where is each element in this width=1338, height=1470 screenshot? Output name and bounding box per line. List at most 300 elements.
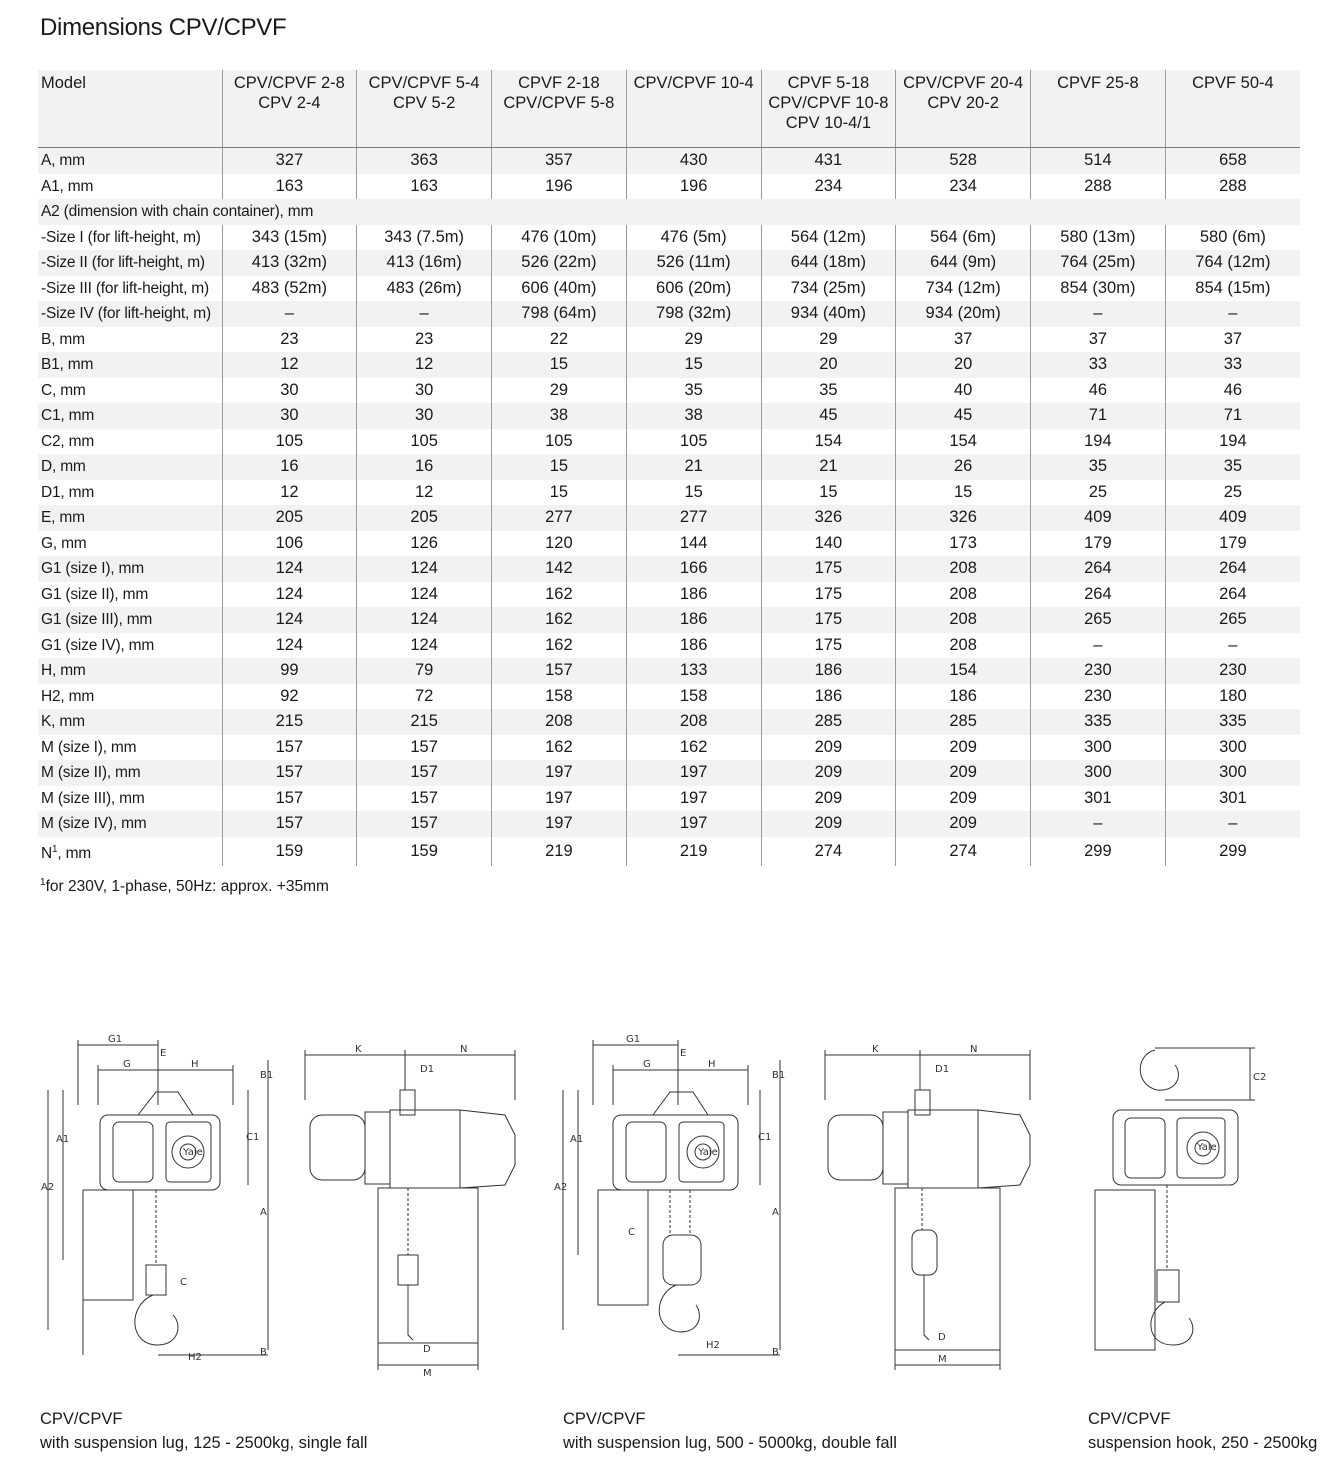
dim-label-d1-2: D1 [935, 1064, 950, 1075]
table-row [38, 505, 1300, 531]
row-label [38, 684, 222, 710]
dim-label-b-2: B [772, 1347, 779, 1358]
row-label-text: A, mm [41, 152, 85, 170]
table-cell: 528 [896, 148, 1031, 174]
table-cell: 20 [896, 352, 1031, 378]
table-cell: 133 [626, 658, 761, 684]
row-label [38, 352, 222, 378]
row-label [38, 454, 222, 480]
dim-label-a2: A2 [41, 1182, 55, 1193]
table-cell: 476 (10m) [492, 225, 627, 251]
table-cell: 157 [357, 760, 492, 786]
row-label-text: M (size III), mm [41, 789, 145, 807]
table-cell: 71 [1031, 403, 1166, 429]
table-cell: 124 [222, 633, 357, 659]
table-cell: 92 [222, 684, 357, 710]
row-label [38, 607, 222, 633]
row-label [38, 480, 222, 506]
table-cell: 162 [492, 607, 627, 633]
table-row [38, 556, 1300, 582]
table-cell: 564 (6m) [896, 225, 1031, 251]
table-cell: 175 [761, 633, 896, 659]
table-row [38, 837, 1300, 866]
table-cell: 33 [1165, 352, 1300, 378]
dim-label-n-2: N [970, 1044, 978, 1055]
dim-label-b: B [260, 1347, 267, 1358]
row-label [38, 735, 222, 761]
table-row [38, 352, 1300, 378]
table-cell: – [1165, 301, 1300, 327]
table-row [38, 327, 1300, 353]
table-cell: 854 (15m) [1165, 276, 1300, 302]
table-cell: 431 [761, 148, 896, 174]
table-cell: 209 [896, 735, 1031, 761]
table-cell: 764 (25m) [1031, 250, 1166, 276]
table-cell: 158 [492, 684, 627, 710]
row-label [38, 556, 222, 582]
dim-label-h: H [191, 1059, 199, 1070]
dim-label-g: G [123, 1059, 131, 1070]
table-cell: 274 [896, 837, 1031, 866]
table-cell: 209 [896, 760, 1031, 786]
table-cell: 173 [896, 531, 1031, 557]
column-header-line: CPV/CPVF 2-8 [233, 74, 345, 92]
footnote [40, 877, 329, 896]
drawing-suspension-hook-front [1085, 1040, 1265, 1360]
row-label [38, 148, 222, 174]
table-cell: 30 [222, 403, 357, 429]
table-cell: 734 (12m) [896, 276, 1031, 302]
table-cell: 326 [896, 505, 1031, 531]
table-cell: 186 [626, 633, 761, 659]
table-cell: 363 [357, 148, 492, 174]
dim-label-k: K [355, 1044, 362, 1055]
row-label-text: G, mm [41, 534, 87, 552]
table-cell: 35 [761, 378, 896, 404]
table-cell: 197 [492, 760, 627, 786]
table-cell: 264 [1031, 556, 1166, 582]
table-cell: 854 (30m) [1031, 276, 1166, 302]
table-cell: 299 [1165, 837, 1300, 866]
table-cell: 197 [492, 786, 627, 812]
table-cell: 300 [1031, 735, 1166, 761]
table-cell: 606 (40m) [492, 276, 627, 302]
table-cell: 162 [492, 582, 627, 608]
page-title: Dimensions CPV/CPVF [40, 14, 287, 41]
table-cell: 343 (15m) [222, 225, 357, 251]
table-row [38, 582, 1300, 608]
table-cell: 46 [1165, 378, 1300, 404]
table-cell: 23 [357, 327, 492, 353]
dim-label-k-2: K [872, 1044, 879, 1055]
table-cell: 764 (12m) [1165, 250, 1300, 276]
table-cell: 16 [357, 454, 492, 480]
table-cell: 186 [761, 658, 896, 684]
column-header-4 [626, 70, 761, 148]
table-cell: 30 [222, 378, 357, 404]
table-cell: – [1031, 811, 1166, 837]
row-label-text: G1 (size I), mm [41, 560, 144, 578]
row-label-text: E, mm [41, 509, 85, 527]
table-cell: 124 [357, 556, 492, 582]
column-header-7 [1031, 70, 1166, 148]
table-row [38, 709, 1300, 735]
table-cell: 38 [626, 403, 761, 429]
table-cell: 409 [1031, 505, 1166, 531]
table-cell: 265 [1165, 607, 1300, 633]
column-header-line: CPV/CPVF 5-8 [503, 94, 615, 112]
table-cell: 162 [492, 633, 627, 659]
table-cell: 157 [357, 735, 492, 761]
table-cell: 162 [492, 735, 627, 761]
table-header-row [38, 70, 1300, 148]
table-row [38, 199, 1300, 225]
table-cell: 21 [626, 454, 761, 480]
table-cell: 186 [896, 684, 1031, 710]
table-cell: – [1165, 633, 1300, 659]
table-cell: 29 [626, 327, 761, 353]
table-cell: 46 [1031, 378, 1166, 404]
column-header-model: Model [38, 70, 222, 148]
caption-title: CPV/CPVF [563, 1410, 646, 1428]
column-header-1 [222, 70, 357, 148]
table-cell: 157 [222, 811, 357, 837]
table-cell: 144 [626, 531, 761, 557]
drawing-single-fall-side [300, 1040, 530, 1380]
column-header-3 [492, 70, 627, 148]
column-header-line: CPV/CPVF 5-4 [368, 74, 480, 92]
row-label [38, 811, 222, 837]
table-cell: 12 [222, 352, 357, 378]
dim-label-a1: A1 [56, 1134, 70, 1145]
row-label-text: M (size IV), mm [41, 815, 147, 833]
table-row [38, 301, 1300, 327]
caption-suspension-hook [1088, 1407, 1317, 1455]
column-header-6 [896, 70, 1031, 148]
row-label-text: -Size III (for lift-height, m) [41, 279, 209, 297]
table-cell: 300 [1165, 760, 1300, 786]
brand-logo-3: Yale [1197, 1142, 1217, 1153]
table-cell: 300 [1165, 735, 1300, 761]
dim-label-c1-2: C1 [758, 1132, 772, 1143]
dim-label-g-2: G [643, 1059, 651, 1070]
row-label-text: B, mm [41, 330, 85, 348]
table-cell: 265 [1031, 607, 1166, 633]
brand-logo-2: Yale [698, 1147, 718, 1158]
dim-label-g1: G1 [108, 1034, 123, 1045]
table-cell: 430 [626, 148, 761, 174]
row-label-text: M (size II), mm [41, 764, 141, 782]
table-cell: 15 [626, 352, 761, 378]
dim-label-c1: C1 [246, 1132, 260, 1143]
table-cell: 157 [357, 786, 492, 812]
table-cell: 40 [896, 378, 1031, 404]
table-cell: 580 (13m) [1031, 225, 1166, 251]
row-label [38, 199, 1300, 225]
table-cell: 197 [626, 760, 761, 786]
table-cell: 15 [761, 480, 896, 506]
table-row [38, 607, 1300, 633]
table-cell: 154 [896, 429, 1031, 455]
row-label-text: G1 (size III), mm [41, 611, 153, 629]
table-cell: 234 [761, 174, 896, 200]
table-row [38, 531, 1300, 557]
table-cell: 658 [1165, 148, 1300, 174]
row-label [38, 378, 222, 404]
table-cell: 300 [1031, 760, 1166, 786]
table-row [38, 403, 1300, 429]
row-label [38, 301, 222, 327]
dim-label-b1: B1 [260, 1070, 274, 1081]
table-cell: 194 [1165, 429, 1300, 455]
table-cell: 45 [896, 403, 1031, 429]
table-cell: 209 [761, 735, 896, 761]
table-cell: 644 (18m) [761, 250, 896, 276]
table-cell: 606 (20m) [626, 276, 761, 302]
table-row [38, 633, 1300, 659]
dim-label-c: C [180, 1277, 187, 1288]
table-cell: 234 [896, 174, 1031, 200]
table-cell: 205 [222, 505, 357, 531]
table-cell: 264 [1031, 582, 1166, 608]
table-cell: 274 [761, 837, 896, 866]
table-cell: 514 [1031, 148, 1166, 174]
row-label-text: D1, mm [41, 483, 95, 501]
table-cell: 219 [492, 837, 627, 866]
table-cell: 105 [492, 429, 627, 455]
table-cell: 166 [626, 556, 761, 582]
table-row [38, 760, 1300, 786]
table-cell: 157 [222, 735, 357, 761]
table-cell: 159 [222, 837, 357, 866]
table-cell: 335 [1165, 709, 1300, 735]
dim-label-e: E [160, 1048, 167, 1059]
table-row [38, 658, 1300, 684]
table-cell: 175 [761, 556, 896, 582]
table-cell: 38 [492, 403, 627, 429]
table-cell: 12 [357, 480, 492, 506]
column-header-5 [761, 70, 896, 148]
table-row [38, 480, 1300, 506]
column-header-line: CPV 5-2 [392, 94, 456, 112]
table-cell: 15 [492, 480, 627, 506]
column-header-line: CPV 20-2 [927, 94, 999, 112]
dim-label-a: A [260, 1207, 267, 1218]
table-cell: 208 [896, 607, 1031, 633]
table-cell: 196 [626, 174, 761, 200]
row-label-text: G1 (size IV), mm [41, 636, 155, 654]
table-cell: 120 [492, 531, 627, 557]
table-cell: 209 [761, 811, 896, 837]
column-header-line: CPVF 50-4 [1192, 74, 1274, 92]
table-cell: 71 [1165, 403, 1300, 429]
row-label [38, 276, 222, 302]
table-cell: 413 (16m) [357, 250, 492, 276]
row-label [38, 786, 222, 812]
column-header-line: CPVF 25-8 [1057, 74, 1139, 92]
row-label-text: -Size II (for lift-height, m) [41, 254, 205, 272]
table-cell: 163 [222, 174, 357, 200]
table-cell: 159 [357, 837, 492, 866]
table-cell: 126 [357, 531, 492, 557]
row-label-text: C, mm [41, 381, 86, 399]
table-cell: 20 [761, 352, 896, 378]
table-cell: 230 [1165, 658, 1300, 684]
column-header-line: CPV 10-4/1 [785, 114, 872, 132]
row-label-text: M (size I), mm [41, 738, 137, 756]
table-cell: 327 [222, 148, 357, 174]
table-cell: 105 [222, 429, 357, 455]
table-cell: 140 [761, 531, 896, 557]
column-header-8 [1165, 70, 1300, 148]
table-cell: 106 [222, 531, 357, 557]
table-cell: – [357, 301, 492, 327]
table-cell: 301 [1031, 786, 1166, 812]
dim-label-d: D [423, 1344, 431, 1355]
table-cell: 277 [626, 505, 761, 531]
table-cell: 142 [492, 556, 627, 582]
footnote-marker: 1 [52, 843, 58, 855]
row-label-suffix: , mm [57, 844, 92, 862]
column-header-line: CPV 2-4 [258, 94, 321, 112]
table-cell: 35 [626, 378, 761, 404]
footnote-mark: 1 [40, 877, 46, 888]
row-label [38, 225, 222, 251]
table-cell: 124 [357, 633, 492, 659]
row-label-text: C1, mm [41, 407, 95, 425]
table-cell: 124 [222, 582, 357, 608]
table-cell: 196 [492, 174, 627, 200]
table-cell: 23 [222, 327, 357, 353]
brand-logo: Yale [183, 1147, 203, 1158]
row-label [38, 837, 222, 866]
table-cell: 186 [626, 582, 761, 608]
caption-single-fall [40, 1407, 367, 1455]
table-body [38, 148, 1300, 866]
row-label-text: D, mm [41, 458, 86, 476]
table-cell: 197 [626, 811, 761, 837]
table-cell: 15 [896, 480, 1031, 506]
dim-label-d1: D1 [420, 1064, 435, 1075]
dim-label-a1-2: A1 [570, 1134, 584, 1145]
table-row [38, 276, 1300, 302]
dim-label-e-2: E [680, 1048, 687, 1059]
row-label [38, 174, 222, 200]
column-header-line: CPVF 5-18 [787, 74, 870, 92]
table-cell: 163 [357, 174, 492, 200]
table-cell: 12 [222, 480, 357, 506]
table-cell: 37 [896, 327, 1031, 353]
column-header-line: CPV/CPVF 10-8 [768, 94, 889, 112]
table-cell: 33 [1031, 352, 1166, 378]
dimensions-table [38, 70, 1300, 866]
dim-label-h-2: H [708, 1059, 716, 1070]
table-cell: 285 [761, 709, 896, 735]
table-cell: 288 [1165, 174, 1300, 200]
dim-label-c2: C2 [1253, 1072, 1267, 1083]
table-cell: 175 [761, 607, 896, 633]
table-cell: – [222, 301, 357, 327]
row-label [38, 633, 222, 659]
row-label-text: C2, mm [41, 432, 95, 450]
row-label [38, 403, 222, 429]
table-cell: 186 [761, 684, 896, 710]
table-cell: 186 [626, 607, 761, 633]
table-row [38, 429, 1300, 455]
table-cell: 35 [1165, 454, 1300, 480]
row-label-text: N [41, 844, 52, 862]
caption-description: with suspension lug, 125 - 2500kg, single fall [40, 1434, 368, 1452]
table-cell: 25 [1165, 480, 1300, 506]
table-cell: 162 [626, 735, 761, 761]
drawing-double-fall-front [548, 1030, 788, 1370]
table-cell: 301 [1165, 786, 1300, 812]
table-cell: 26 [896, 454, 1031, 480]
table-cell: 29 [492, 378, 627, 404]
column-header-2 [357, 70, 492, 148]
table-cell: 194 [1031, 429, 1166, 455]
dim-label-m-2: M [938, 1354, 947, 1365]
table-cell: 299 [1031, 837, 1166, 866]
table-row [38, 786, 1300, 812]
table-row [38, 225, 1300, 251]
row-label-text: B1, mm [41, 356, 94, 374]
table-cell: 124 [357, 607, 492, 633]
table-row [38, 811, 1300, 837]
caption-description: suspension hook, 250 - 2500kg [1088, 1434, 1318, 1452]
row-label [38, 505, 222, 531]
table-row [38, 250, 1300, 276]
table-cell: 99 [222, 658, 357, 684]
drawing-single-fall-front [38, 1030, 278, 1370]
table-cell: 230 [1031, 658, 1166, 684]
table-row [38, 735, 1300, 761]
row-label [38, 582, 222, 608]
table-cell: 409 [1165, 505, 1300, 531]
row-label [38, 250, 222, 276]
table-cell: 158 [626, 684, 761, 710]
row-label-text: H2, mm [41, 687, 95, 705]
row-label [38, 760, 222, 786]
table-cell: – [1031, 301, 1166, 327]
table-cell: 154 [896, 658, 1031, 684]
dim-label-b1-2: B1 [772, 1070, 786, 1081]
row-label-text: A2 (dimension with chain container), mm [41, 203, 314, 221]
table-row [38, 378, 1300, 404]
dim-label-n: N [460, 1044, 468, 1055]
table-cell: 124 [222, 556, 357, 582]
table-cell: 197 [626, 786, 761, 812]
row-label [38, 327, 222, 353]
table-cell: 526 (22m) [492, 250, 627, 276]
table-cell: 798 (64m) [492, 301, 627, 327]
table-cell: 208 [626, 709, 761, 735]
table-cell: 798 (32m) [626, 301, 761, 327]
table-cell: 209 [896, 811, 1031, 837]
table-cell: 124 [357, 582, 492, 608]
table-cell: 16 [222, 454, 357, 480]
dim-label-a-2: A [772, 1207, 779, 1218]
table-cell: 179 [1031, 531, 1166, 557]
table-cell: 180 [1165, 684, 1300, 710]
row-label [38, 429, 222, 455]
table-cell: 264 [1165, 556, 1300, 582]
table-cell: 205 [357, 505, 492, 531]
dim-label-m: M [423, 1368, 432, 1379]
row-label-text: H, mm [41, 662, 86, 680]
table-cell: 209 [761, 786, 896, 812]
table-cell: 15 [492, 454, 627, 480]
